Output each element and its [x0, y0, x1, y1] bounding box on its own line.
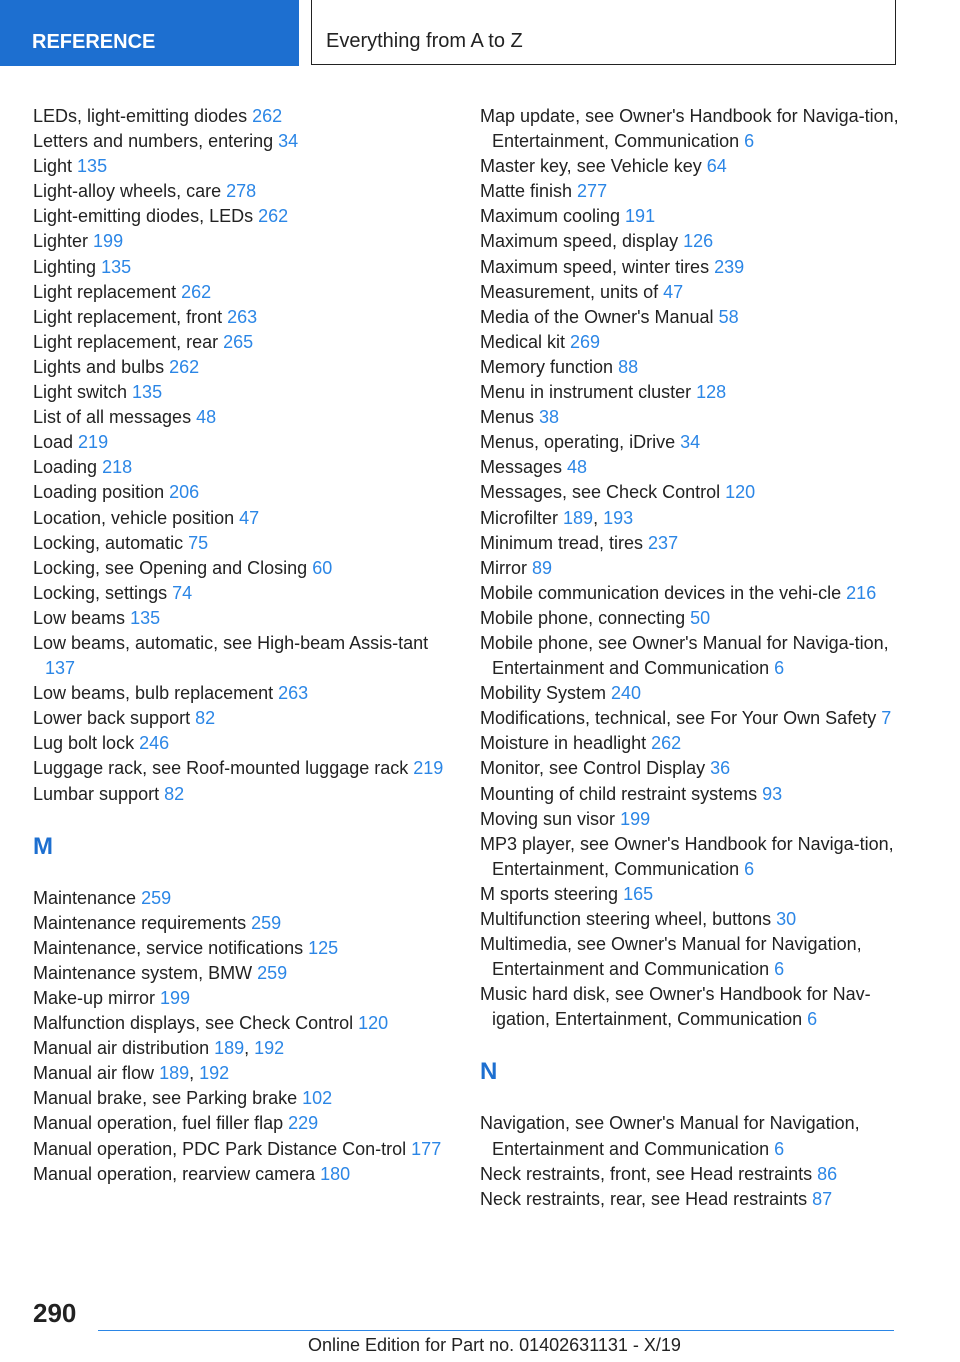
index-entry [33, 606, 463, 631]
index-entry [33, 154, 463, 179]
index-entry [480, 229, 920, 254]
page-reference-link[interactable]: 93 [762, 783, 783, 804]
page-reference-link[interactable]: 219 [413, 758, 444, 779]
index-entry-text: Lug bolt lock [33, 733, 140, 754]
page-reference-link[interactable]: 240 [611, 683, 642, 704]
page-reference-link[interactable]: 87 [812, 1188, 833, 1209]
index-entry [33, 355, 463, 380]
page-reference-link[interactable]: 102 [302, 1088, 333, 1109]
index-entry-text: Manual brake, see Parking brake [33, 1088, 303, 1109]
index-entry-text: Mobile phone, see Owner's Manual for Naviga-tion, Entertainment and Communication [480, 632, 889, 679]
page-reference-link[interactable]: 192 [199, 1063, 230, 1084]
index-entry-text: Lights and bulbs [33, 356, 170, 377]
index-entry [480, 1187, 920, 1212]
page-reference-link[interactable]: 259 [141, 887, 172, 908]
index-entry-text: Mobile phone, connecting [480, 607, 691, 628]
index-entry [33, 961, 463, 986]
index-entry [480, 782, 920, 807]
index-entry-text: LEDs, light-emitting diodes [33, 106, 253, 126]
page-reference-link[interactable]: 48 [567, 457, 588, 478]
index-entry [33, 179, 463, 204]
index-entry-text: Locking, automatic [33, 532, 189, 553]
index-entry [480, 807, 920, 832]
page-reference-link[interactable]: 180 [320, 1163, 351, 1184]
index-entry-text: Messages [480, 457, 568, 478]
index-entry [33, 1086, 463, 1111]
page-reference-link[interactable]: 82 [195, 708, 216, 729]
index-entry-text: Mirror [480, 557, 532, 578]
index-column-right [480, 104, 920, 1212]
index-entry-text: Maintenance [33, 887, 142, 908]
index-entry [480, 455, 920, 480]
index-entry [480, 255, 920, 280]
index-entry [33, 886, 463, 911]
index-entry-text: Light replacement, rear [33, 331, 224, 352]
page-reference-link[interactable]: 135 [101, 256, 132, 277]
index-entry-text: Lighter [33, 231, 94, 252]
page-separator: , [244, 1038, 255, 1059]
page-reference-link[interactable]: 38 [539, 407, 560, 428]
index-entry-text: Maintenance requirements [33, 912, 252, 933]
index-entry [480, 506, 920, 531]
index-entry-text: Light switch [33, 382, 133, 403]
index-entry-text: Light [33, 156, 78, 177]
page-reference-link[interactable]: 135 [132, 382, 163, 403]
page-reference-link[interactable]: 259 [257, 962, 288, 983]
index-entry [480, 832, 920, 882]
index-entry-text: Luggage rack, see Roof-mounted luggage rack [33, 758, 414, 779]
index-entry [33, 129, 463, 154]
index-entry [480, 681, 920, 706]
index-entry [480, 179, 920, 204]
index-entry [480, 531, 920, 556]
index-entry-text: Manual air distribution [33, 1038, 215, 1059]
index-entry [33, 706, 463, 731]
index-entry [33, 204, 463, 229]
index-entry-text: Mounting of child restraint systems [480, 783, 763, 804]
index-entry-text: Multifunction steering wheel, buttons [480, 909, 777, 929]
index-entry-text: Multimedia, see Owner's Manual for Navigation, Entertainment and Communication [480, 934, 862, 980]
index-entry-text: Manual operation, rearview camera [33, 1163, 321, 1184]
page-reference-link[interactable]: 75 [188, 532, 209, 553]
index-entry [33, 104, 463, 129]
page-reference-link[interactable]: 50 [690, 607, 711, 628]
index-entry-text: Make-up mirror [33, 988, 161, 1008]
index-entry-text: Lower back support [33, 708, 196, 729]
index-entry [33, 280, 463, 305]
index-entry-text: Monitor, see Control Display [480, 758, 711, 779]
page-reference-link[interactable]: 47 [663, 281, 684, 302]
page-reference-link[interactable]: 262 [181, 281, 212, 302]
index-entry-text: Low beams, automatic, see High-beam Assis-tant [33, 632, 429, 653]
index-entry [33, 731, 463, 756]
page-reference-link[interactable]: 216 [846, 582, 877, 603]
page-reference-link[interactable]: 165 [623, 883, 654, 904]
index-entry [480, 581, 920, 606]
index-entry [33, 581, 463, 606]
index-entry [480, 204, 920, 229]
index-entry-text: Maintenance, service notifications [33, 937, 309, 958]
index-entry-text: Locking, see Opening and Closing [33, 557, 313, 578]
index-entry-text: Master key, see Vehicle key [480, 156, 707, 177]
page-number: 290 [33, 1298, 77, 1328]
index-entry [33, 782, 463, 807]
index-entry [480, 280, 920, 305]
page-reference-link[interactable]: 74 [172, 582, 193, 603]
index-entry [33, 936, 463, 961]
page-reference-link[interactable]: 265 [223, 331, 254, 352]
page-reference-link[interactable]: 229 [288, 1113, 319, 1134]
page-reference-link[interactable]: 263 [227, 306, 258, 327]
page-reference-link[interactable]: 262 [169, 356, 200, 377]
index-entry [480, 355, 920, 380]
index-entry [33, 756, 463, 781]
page-reference-link[interactable]: 6 [744, 131, 755, 152]
index-entry-text: Moisture in headlight [480, 733, 652, 754]
index-entry-text: Music hard disk, see Owner's Handbook for Nav-igation, Entertainment, Communication [480, 984, 871, 1030]
index-entry [33, 255, 463, 280]
page-reference-link[interactable]: 36 [710, 758, 731, 779]
index-entry-text: Maximum speed, winter tires [480, 256, 715, 277]
page-reference-link[interactable]: 30 [776, 909, 797, 929]
page-reference-link[interactable]: 126 [683, 231, 714, 252]
index-entry [33, 631, 463, 681]
page-reference-link[interactable]: 262 [258, 206, 289, 227]
index-entry [480, 330, 920, 355]
index-entry [480, 756, 920, 781]
footer-edition-text: Online Edition for Part no. 01402631131 - X/19 [308, 1335, 681, 1355]
index-entry-text: Modifications, technical, see For Your Own Safety [480, 708, 882, 729]
index-entry [480, 104, 920, 154]
page-reference-link[interactable]: 246 [139, 733, 170, 754]
page-reference-link[interactable]: 237 [648, 532, 679, 553]
page-reference-link[interactable]: 34 [680, 432, 701, 453]
page-reference-link[interactable]: 58 [718, 306, 739, 327]
index-entry-text: Navigation, see Owner's Manual for Navigation, Entertainment and Communication [480, 1113, 860, 1159]
index-entry [480, 556, 920, 581]
index-entry-text: Media of the Owner's Manual [480, 306, 719, 327]
page-reference-link[interactable]: 262 [651, 733, 682, 754]
index-entry-text: Loading position [33, 482, 170, 503]
index-entry [33, 531, 463, 556]
index-entry-text: Neck restraints, rear, see Head restraints [480, 1188, 813, 1209]
index-entry [33, 480, 463, 505]
index-entry-text: Load [33, 432, 79, 453]
page-reference-link[interactable]: 191 [625, 206, 656, 227]
index-letter-heading: M [33, 832, 53, 860]
index-entry [480, 305, 920, 330]
index-entry-text: Lumbar support [33, 783, 165, 804]
index-entry-text: Letters and numbers, entering [33, 131, 279, 152]
page-reference-link[interactable]: 120 [358, 1013, 389, 1034]
index-entry-text: List of all messages [33, 407, 197, 428]
index-entry [33, 455, 463, 480]
page-reference-link[interactable]: 189 [563, 507, 594, 528]
page-reference-link[interactable]: 277 [577, 181, 608, 202]
index-entry-text: Neck restraints, front, see Head restraints [480, 1163, 818, 1184]
index-entry [33, 405, 463, 430]
index-entry-text: MP3 player, see Owner's Handbook for Naviga-tion, Entertainment, Communication [480, 833, 894, 879]
page-reference-link[interactable]: 34 [278, 131, 299, 152]
chapter-title: Everything from A to Z [311, 0, 896, 65]
index-entry [480, 706, 920, 731]
page-reference-link[interactable]: 218 [102, 457, 133, 478]
index-entry [480, 480, 920, 505]
page-reference-link[interactable]: 192 [254, 1038, 285, 1059]
page-reference-link[interactable]: 206 [169, 482, 200, 503]
index-entry [33, 305, 463, 330]
index-entry [33, 330, 463, 355]
page-reference-link[interactable]: 278 [226, 181, 257, 202]
index-letter-heading: N [480, 1058, 498, 1086]
index-entry [33, 1162, 463, 1187]
page-reference-link[interactable]: 199 [160, 988, 191, 1008]
index-entry [480, 631, 920, 681]
page-reference-link[interactable]: 269 [570, 331, 601, 352]
index-entry-text: Lighting [33, 256, 102, 277]
page-reference-link[interactable]: 135 [130, 607, 161, 628]
index-entry [33, 911, 463, 936]
index-entry-text: Minimum tread, tires [480, 532, 649, 553]
page-reference-link[interactable]: 219 [78, 432, 109, 453]
index-entry-text: Mobility System [480, 683, 612, 704]
index-entry [480, 932, 920, 982]
page-reference-link[interactable]: 82 [164, 783, 185, 804]
index-entry-text: Light replacement, front [33, 306, 228, 327]
index-entry [480, 606, 920, 631]
index-entry-text: Manual operation, fuel filler flap [33, 1113, 289, 1134]
index-entry-text: Microfilter [480, 507, 564, 528]
index-entry [480, 1111, 920, 1161]
page-reference-link[interactable]: 60 [312, 557, 333, 578]
page-reference-link[interactable]: 193 [603, 507, 634, 528]
index-entry [33, 986, 463, 1011]
index-entry [480, 982, 920, 1032]
index-entry [480, 907, 920, 932]
page-reference-link[interactable]: 120 [725, 482, 756, 503]
index-entry-text: Loading [33, 457, 103, 478]
index-entry-text: Maintenance system, BMW [33, 962, 258, 983]
index-entry [33, 1036, 463, 1061]
page-reference-link[interactable]: 137 [45, 658, 76, 679]
page-reference-link[interactable]: 199 [93, 231, 124, 252]
index-entry-text: Manual air flow [33, 1063, 160, 1084]
page-reference-link[interactable]: 48 [196, 407, 217, 428]
index-entry [33, 430, 463, 455]
index-entry [480, 430, 920, 455]
index-entry [33, 1137, 463, 1162]
page-header [0, 0, 960, 66]
index-entry-text: Low beams, bulb replacement [33, 683, 279, 704]
page-separator: , [593, 507, 604, 528]
page-reference-link[interactable]: 86 [817, 1163, 838, 1184]
index-entry-text: M sports steering [480, 883, 624, 904]
page-reference-link[interactable]: 128 [696, 382, 727, 403]
index-entry-text: Low beams [33, 607, 131, 628]
index-entry-text: Maximum cooling [480, 206, 626, 227]
page-reference-link[interactable]: 189 [214, 1038, 245, 1059]
page-reference-link[interactable]: 64 [706, 156, 727, 177]
index-entry [480, 380, 920, 405]
index-entry-text: Menu in instrument cluster [480, 382, 697, 403]
index-entry-text: Moving sun visor [480, 808, 621, 829]
index-entry [480, 882, 920, 907]
footer-rule [98, 1330, 894, 1331]
index-entry [33, 1061, 463, 1086]
index-entry-text: Mobile communication devices in the vehi-cle [480, 582, 847, 603]
index-column-left [33, 104, 463, 1187]
index-entry-text: Light-emitting diodes, LEDs [33, 206, 259, 227]
index-entry [33, 556, 463, 581]
page-reference-link[interactable]: 7 [881, 708, 892, 729]
page-reference-link[interactable]: 6 [774, 658, 785, 679]
page-reference-link[interactable]: 6 [774, 1138, 785, 1159]
page-reference-link[interactable]: 259 [251, 912, 282, 933]
page-reference-link[interactable]: 262 [252, 106, 283, 126]
page-reference-link[interactable]: 189 [159, 1063, 190, 1084]
page-reference-link[interactable]: 6 [774, 959, 785, 980]
index-entry [480, 405, 920, 430]
index-entry-text: Malfunction displays, see Check Control [33, 1013, 359, 1034]
index-entry-text: Manual operation, PDC Park Distance Con-trol [33, 1138, 412, 1159]
index-entry-text: Matte finish [480, 181, 578, 202]
index-entry [33, 1011, 463, 1036]
index-entry-text: Light-alloy wheels, care [33, 181, 227, 202]
index-entry-text: Locking, settings [33, 582, 173, 603]
index-entry-text: Location, vehicle position [33, 507, 240, 528]
index-entry-text: Map update, see Owner's Handbook for Naviga-tion, Entertainment, Communication [480, 106, 899, 152]
page-reference-link[interactable]: 125 [308, 937, 339, 958]
page-reference-link[interactable]: 6 [744, 858, 755, 879]
index-entry-text: Messages, see Check Control [480, 482, 726, 503]
page-reference-link[interactable]: 47 [239, 507, 260, 528]
index-entry [33, 1111, 463, 1136]
index-entry [33, 380, 463, 405]
page-reference-link[interactable]: 89 [532, 557, 553, 578]
index-entry-text: Menus [480, 407, 540, 428]
page-reference-link[interactable]: 263 [278, 683, 309, 704]
index-entry-text: Medical kit [480, 331, 571, 352]
index-entry [33, 681, 463, 706]
index-entry-text: Menus, operating, iDrive [480, 432, 681, 453]
index-entry [480, 1162, 920, 1187]
index-entry [33, 506, 463, 531]
page-reference-link[interactable]: 6 [807, 1009, 818, 1030]
index-entry-text: Memory function [480, 356, 619, 377]
page-reference-link[interactable]: 88 [618, 356, 639, 377]
page-separator: , [189, 1063, 200, 1084]
section-tab: REFERENCE [0, 0, 299, 66]
page-reference-link[interactable]: 135 [77, 156, 108, 177]
index-entry-text: Maximum speed, display [480, 231, 684, 252]
index-entry [480, 731, 920, 756]
index-entry-text: Light replacement [33, 281, 182, 302]
index-entry [33, 229, 463, 254]
page-reference-link[interactable]: 177 [411, 1138, 442, 1159]
index-entry-text: Measurement, units of [480, 281, 664, 302]
page-reference-link[interactable]: 199 [620, 808, 651, 829]
index-entry [480, 154, 920, 179]
page-reference-link[interactable]: 239 [714, 256, 745, 277]
